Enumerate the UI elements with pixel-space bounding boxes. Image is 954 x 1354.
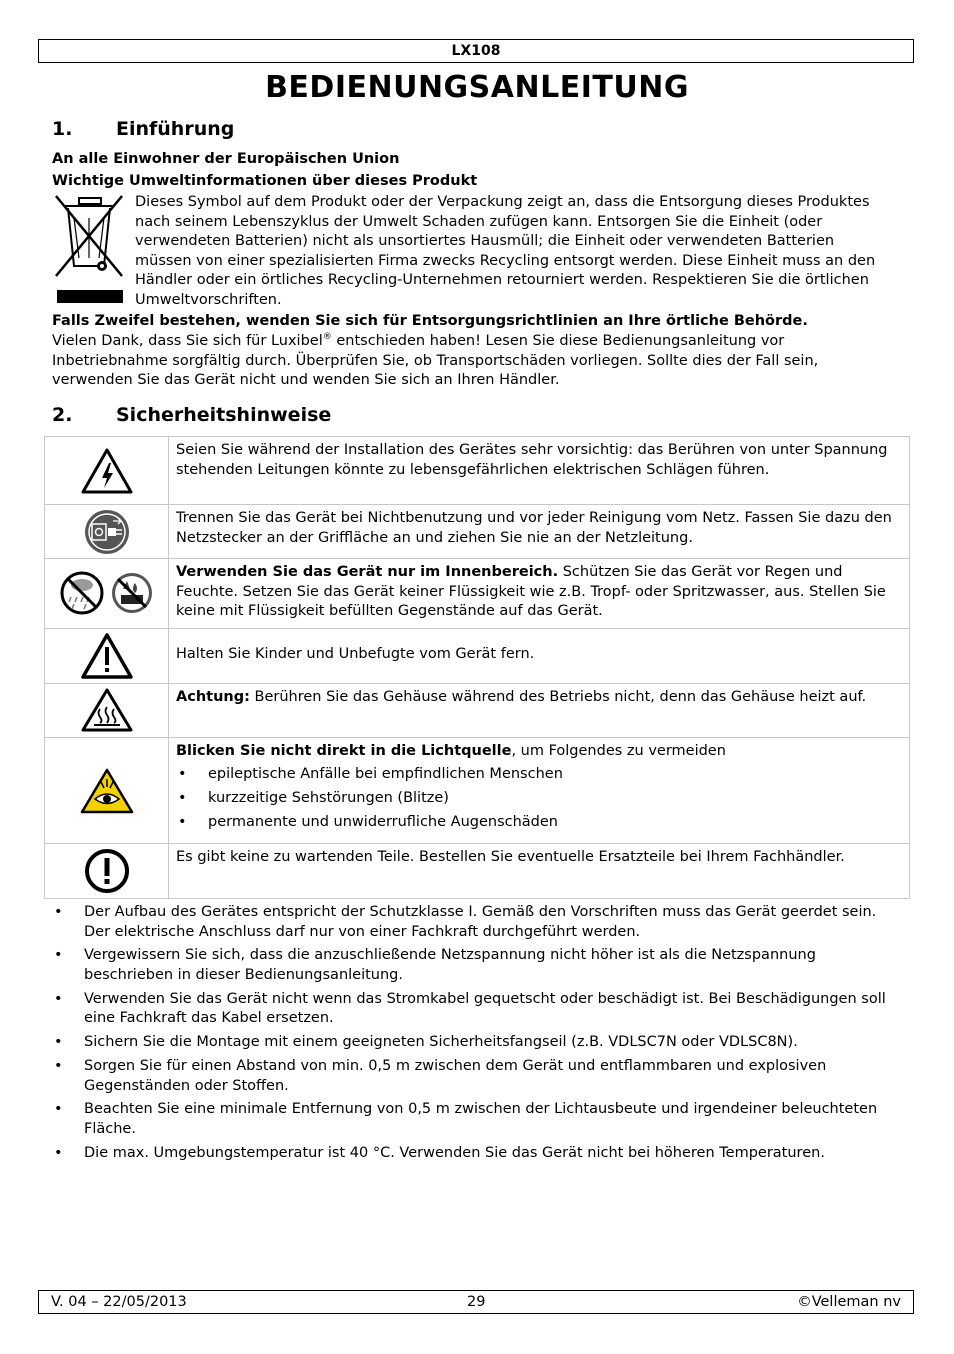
no-liquid-icon bbox=[112, 573, 152, 613]
table-row bbox=[45, 844, 910, 899]
page-footer bbox=[38, 1290, 914, 1314]
model-label: LX108 bbox=[451, 43, 501, 59]
safety-text: Halten Sie Kinder und Unbefugte vom Gerät fern. bbox=[169, 628, 910, 683]
section-title: Einführung bbox=[116, 118, 235, 140]
unplug-icon bbox=[83, 508, 131, 556]
safety-text: Verwenden Sie das Gerät nur im Innenbereich. Schützen Sie das Gerät vor Regen und Feuchte. Setzen Sie das Gerät keiner Flüssigkeit wie z.B. Tropf- oder Spritzwasser, aus. Stellen Sie keine mit Flüssigkeit befüllten Gegenstände auf das Gerät. bbox=[169, 559, 910, 629]
table-row bbox=[45, 737, 910, 844]
list-item: • Verwenden Sie das Gerät nicht wenn das Stromkabel gequetscht oder beschädigt ist. Bei Beschädigungen soll eine Fachkraft das Kabel ersetzen. bbox=[52, 990, 892, 1029]
section-title: Sicherheitshinweise bbox=[116, 404, 332, 426]
weee-bin-icon bbox=[52, 194, 126, 306]
indoor-use-only-icons bbox=[57, 569, 157, 617]
list-item: • Sichern Sie die Montage mit einem geeigneten Sicherheitsfangseil (z.B. VDLSC7N oder VDLSC8N). bbox=[52, 1033, 892, 1053]
list-item: • kurzzeitige Sehstörungen (Blitze) bbox=[176, 789, 901, 809]
list-item: • Vergewissern Sie sich, dass die anzuschließende Netzspannung nicht höher ist als die Netzspannung beschrieben in dieser Bedienungsanleitung. bbox=[52, 946, 892, 985]
list-item: • Die max. Umgebungstemperatur ist 40 °C. Verwenden Sie das Gerät nicht bei höheren Temperaturen. bbox=[52, 1144, 892, 1164]
safety-text: Seien Sie während der Installation des Gerätes sehr vorsichtig: das Berühren von unter Spannung stehenden Leitungen könnte zu lebensgefährlichen elektrischen Schlägen führen. bbox=[169, 437, 910, 505]
list-item: • Der Aufbau des Gerätes entspricht der Schutzklasse I. Gemäß den Vorschriften muss das Gerät geerdet sein. Der elektrische Anschluss darf nur von einer Fachkraft durchgeführt werden. bbox=[52, 903, 892, 942]
section-number: 2. bbox=[52, 404, 73, 426]
table-row bbox=[45, 437, 910, 505]
no-rain-icon bbox=[62, 573, 102, 613]
disposal-authority-note: Falls Zweifel bestehen, wenden Sie sich für Entsorgungsrichtlinien an Ihre örtliche Behörde. bbox=[52, 313, 808, 329]
version-label: V. 04 – 22/05/2013 bbox=[51, 1294, 187, 1310]
eu-residents-heading: An alle Einwohner der Europäischen Union bbox=[52, 151, 400, 167]
safety-text: Achtung: Berühren Sie das Gehäuse während des Betriebs nicht, denn das Gehäuse heizt auf. bbox=[169, 683, 910, 737]
table-row bbox=[45, 505, 910, 559]
electric-shock-warning-icon bbox=[80, 447, 134, 495]
page-header bbox=[38, 39, 914, 63]
safety-text: Trennen Sie das Gerät bei Nichtbenutzung und vor jeder Reinigung vom Netz. Fassen Sie dazu den Netzstecker an der Griffläche an und ziehen Sie nie an der Netzleitung. bbox=[169, 505, 910, 559]
thanks-paragraph: Vielen Dank, dass Sie sich für Luxibel® entschieden haben! Lesen Sie diese Bedienungsanleitung vor Inbetriebnahme sorgfältig durch. Überprüfen Sie, ob Transportschäden vorliegen. Sollte dies der Fall sein, verwenden Sie das Gerät nicht und wenden Sie sich an Ihren Händler. bbox=[52, 332, 819, 389]
safety-table bbox=[44, 436, 910, 899]
safety-bullet-list bbox=[52, 903, 892, 1167]
hazard-list bbox=[176, 765, 901, 833]
section-1-heading bbox=[52, 118, 234, 140]
safety-text: Es gibt keine zu wartenden Teile. Bestellen Sie eventuelle Ersatzteile bei Ihrem Fachhändler. bbox=[169, 844, 910, 899]
environment-info-heading: Wichtige Umweltinformationen über dieses Produkt bbox=[52, 173, 478, 189]
page-number: 29 bbox=[467, 1294, 486, 1310]
list-item: • Sorgen Sie für einen Abstand von min. 0,5 m zwischen dem Gerät und entflammbaren und explosiven Gegenständen oder Stoffen. bbox=[52, 1057, 892, 1096]
exclamation-circle-icon bbox=[83, 847, 131, 895]
eye-hazard-icon bbox=[79, 767, 135, 815]
safety-text: Blicken Sie nicht direkt in die Lichtquelle, um Folgendes zu vermeiden • epileptische Anfälle bei empfindlichen Menschen • kurzzeitige Sehstörungen (Blitze) • permanente und unwiderrufliche Augenschäden bbox=[169, 737, 910, 844]
section-number: 1. bbox=[52, 118, 73, 140]
copyright-label: ©Velleman nv bbox=[797, 1294, 901, 1310]
list-item: • Beachten Sie eine minimale Entfernung von 0,5 m zwischen der Lichtausbeute und irgendeiner beleuchteten Fläche. bbox=[52, 1100, 892, 1139]
page-title: BEDIENUNGSANLEITUNG bbox=[265, 70, 689, 105]
weee-text: Dieses Symbol auf dem Produkt oder der Verpackung zeigt an, dass die Entsorgung dieses Produktes nach seinem Lebenszyklus der Umwelt Schaden zufügen kann. Entsorgen Sie die Einheit (oder verwendeten Batterien) nicht als unsortiertes Hausmüll; die Einheit oder verwendeten Batterien müssen von einer spezialisierten Firma zwecks Recycling entsorgt werden. Diese Einheit muss an den Händler oder ein örtliches Recycling-Unternehmen retourniert werden. Respektieren Sie die örtlichen Umweltvorschriften. bbox=[135, 194, 876, 308]
list-item: • permanente und unwiderrufliche Augenschäden bbox=[176, 813, 901, 833]
general-warning-icon bbox=[80, 632, 134, 680]
section-2-heading bbox=[52, 404, 331, 426]
list-item: • epileptische Anfälle bei empfindlichen Menschen bbox=[176, 765, 901, 785]
table-row bbox=[45, 683, 910, 737]
table-row bbox=[45, 559, 910, 629]
hot-surface-icon bbox=[80, 687, 134, 733]
table-row bbox=[45, 628, 910, 683]
